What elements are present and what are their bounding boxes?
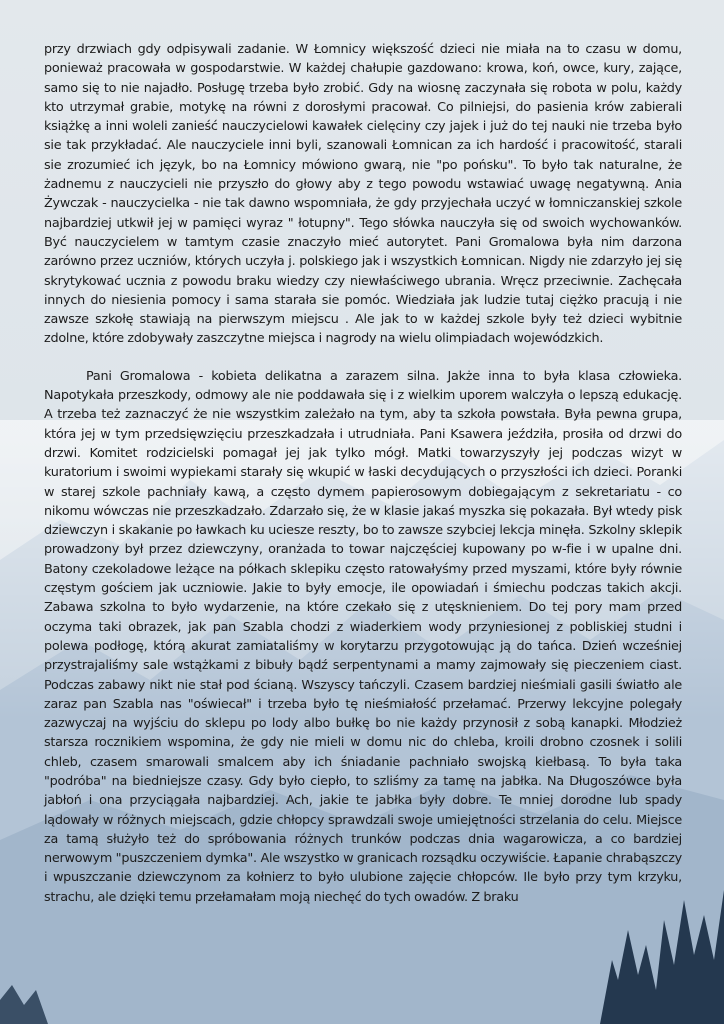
paragraph-2: Pani Gromalowa - kobieta delikatna a zarazem silna. Jakże inna to była klasa człowieka. Napotykała przeszkody, odmowy ale nie poddawała się i z wielkim uporem walczyła o lepszą edukację. A trzeba też zaznaczyć że nie wszystkim zależało na tym, aby ta szkoła powstała. Była pewna grupa, która jej w tym przedsięwzięciu przeszkadzała i utrudniała. Pani Ksawera jeździła, prosiła od drzwi do drzwi. Komitet rodzicielski pomagał jej jak tylko mógł. Matki towarzyszyły jej podczas wizyt w kuratorium i swoimi wypiekami starały się wkupić w łaski decydujących o przyszłości ich dzieci. Poranki w starej szkole pachniały kawą, a często dymem papierosowym dobiegającym z sekretariatu - co nikomu wówczas nie przeszkadzało. Zdarzało się, że w klasie jakaś myszka się pokazała. Był wtedy pisk dziewczyn i skakanie po ławkach ku uciesze reszty, bo to zawsze szybciej lekcja minęła. Szkolny sklepik prowadzony był przez dziewczyny, oranżada to towar najczęściej kupowany po w-fie i w upalne dni. Batony czekoladowe leżące na półkach sklepiku często ratowałyśmy przed myszami, które były równie częstym gościem jak uczniowie. Jakie to były emocje, ile opowiadań i śmiechu podczas takich akcji. Zabawa szkolna to było wydarzenie, na które czekało się z utęsknieniem. Do tej pory mam przed oczyma taki obrazek, jak pan Szabla chodzi z wiaderkiem wody przyniesionej z pobliskiej studni i polewa podłogę, którą akurat zamiataliśmy w korytarzu przygotowując ją do tańca. Dzień wcześniej przystrajaliśmy sale wstążkami z bibuły bądź serpentynami a mamy zajmowały się pieczeniem ciast. Podczas zabawy nikt nie stał pod ścianą. Wszyscy tańczyli. Czasem bardziej nieśmiali gasili światło ale zaraz pan Szabla nas "oświecał" i trzeba było tę nieśmiałość przełamać. Przerwy lekcyjne polegały zazwyczaj na wyjściu do sklepu po lody albo bułkę bo nie każdy przynosił z sobą kanapki. Młodzież starsza rocznikiem wspomina, że gdy nie mieli w domu nic do chleba, kroili drobno czosnek i solili chleb, czasem smarowali smalcem aby ich śniadanie pachniało swojską kiełbasą. To była taka "podróba" na biedniejsze czasy. Gdy było ciepło, to szliśmy za tamę na jabłka. Na Długoszówce była jabłoń i ona przyciągała najbardziej. Ach, jakie te jabłka były dobre. Te mniej dorodne lub spady lądowały w różnych miejscach, gdzie chłopcy sprawdzali swoje umiejętności strzelania do celu. Miejsce za tamą służyło też do spróbowania różnych trunków podczas dnia wagarowicza, a co bardziej nerwowym "puszczeniem dymka". Ale wszystko w granicach rozsądku oczywiście. Łapanie chrabąszczy i wpuszczanie dziewczynom za kołnierz to było ulubione zajęcie chłopców. Ile było przy tym krzyku, strachu, ale dzięki temu przełamałam moją niechęć do tych owadów. Z braku — [44, 368, 682, 905]
paragraph-1: przy drzwiach gdy odpisywali zadanie. W Łomnicy większość dzieci nie miała na to czasu w domu, ponieważ pracowała w gospodarstwie. W każdej chałupie gazdowano: krowa, koń, owce, kury, zające, samo się to nie najadło. Posługę trzeba było zrobić. Gdy na wiosnę zaczynała się robota w polu, każdy kto utrzymał grabie, motykę na równi z dorosłymi pracował. Co pilniejsi, do pasienia krów zabierali książkę a inni woleli zanieść nauczycielowi kawałek cielęciny czy jajek i już do tej nauki nie trzeba było sie tak przykładać. Ale nauczyciele inni byli, szanowali Łomnican za ich hardość i pracowitość, starali sie zrozumieć ich język, bo na Łomnicy mówiono gwarą, nie "po pońsku". To było tak naturalne, że żadnemu z nauczycieli nie przyszło do głowy aby z tego powodu wstawiać uwagę negatywną. Ania Żywczak - nauczycielka - nie tak dawno wspomniała, że gdy przyjechała uczyć w łomniczanskiej szkole najbardziej utkwił jej w pamięci wyraz " łotupny". Tego słówka nauczyła się od swoich wychowanków. Być nauczycielem w tamtym czasie znaczyło mieć autorytet. Pani Gromalowa była nim darzona zarówno przez uczniów, których uczyła j. polskiego jak i wszystkich Łomnican. Nigdy nie zdarzyło jej się skrytykować ucznia z powodu braku wiedzy czy niewłaściwego ubrania. Wręcz przeciwnie. Zachęcała innych do niesienia pomocy i sama starała sie pomóc. Wiedziała jak ludzie tutaj ciężko pracują i nie zawsze szkołę stawiają na pierwszym miejscu . Ale jak to w każdej szkole były też dzieci wybitnie zdolne, które zdobywały zaszczytne miejsca i nagrody na wielu olimpiadach wojewódzkich. — [44, 42, 682, 347]
article-body — [44, 40, 682, 907]
